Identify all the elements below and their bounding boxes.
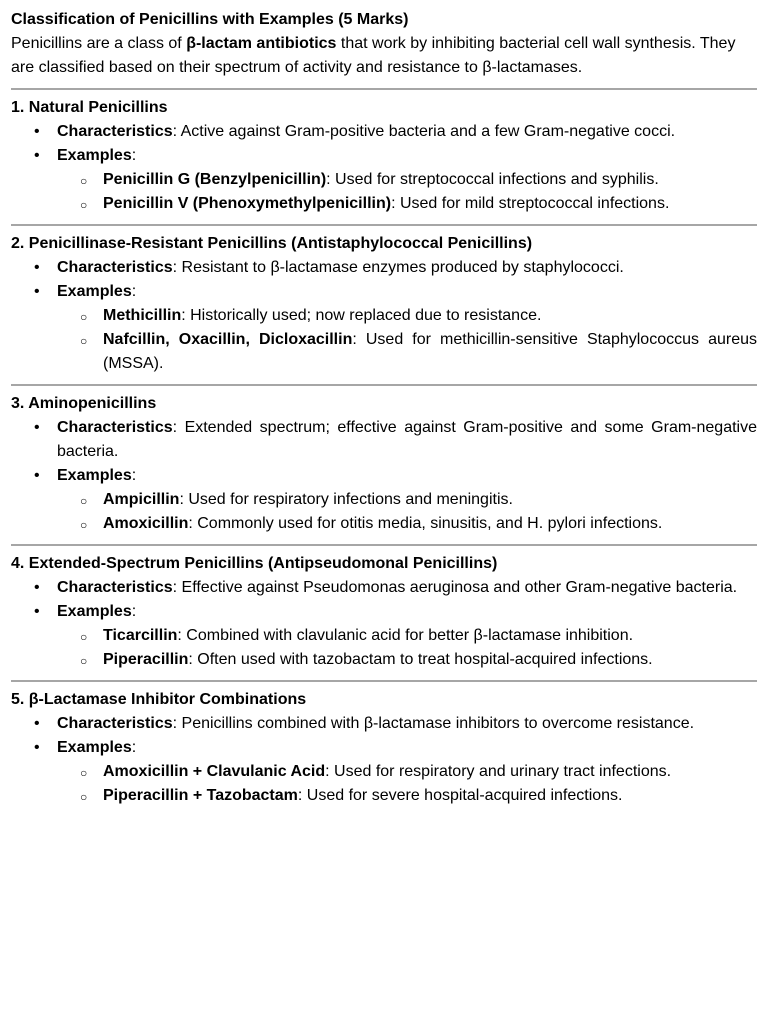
intro-bold-term: β-lactam antibiotics [186, 35, 337, 52]
examples-colon: : [131, 147, 137, 164]
examples-label: Examples [57, 603, 132, 620]
example-item [80, 328, 758, 376]
circle-bullet-icon: ○ [80, 790, 88, 804]
examples-list [57, 760, 757, 808]
characteristics-label: Characteristics [57, 715, 173, 732]
circle-bullet-icon: ○ [80, 198, 88, 212]
bullet-icon: • [34, 147, 40, 164]
examples-list [57, 304, 757, 376]
example-name: Methicillin [103, 307, 182, 324]
example-name: Nafcillin, Oxacillin, Dicloxacillin [103, 331, 353, 348]
example-item [80, 304, 757, 328]
circle-bullet-icon: ○ [80, 494, 88, 508]
examples-list [57, 168, 757, 216]
bullet-icon: • [34, 739, 40, 756]
characteristics-label: Characteristics [57, 123, 173, 140]
document-title: Classification of Penicillins with Examples (5 Marks) [11, 11, 409, 28]
example-text: : Commonly used for otitis media, sinusitis, and H. pylori infections. [188, 515, 663, 532]
example-name: Penicillin V (Phenoxymethylpenicillin) [103, 195, 392, 212]
section-heading: 4. Extended-Spectrum Penicillins (Antipseudomonal Penicillins) [11, 555, 498, 572]
bullet-icon: • [34, 259, 40, 276]
example-item [80, 168, 757, 192]
examples-item [34, 464, 757, 536]
bullet-icon: • [34, 467, 40, 484]
characteristics-item [34, 712, 757, 736]
section-heading: 5. β-Lactamase Inhibitor Combinations [11, 691, 307, 708]
section-divider [11, 88, 757, 90]
circle-bullet-icon: ○ [80, 310, 88, 324]
circle-bullet-icon: ○ [80, 630, 88, 644]
bullet-icon: • [34, 603, 40, 620]
bullet-icon: • [34, 579, 40, 596]
example-item [80, 512, 757, 536]
example-name: Piperacillin + Tazobactam [103, 787, 298, 804]
section-list [11, 712, 757, 808]
section-list [11, 576, 757, 672]
section-list [11, 416, 757, 536]
section-divider [11, 384, 757, 386]
bullet-icon: • [34, 283, 40, 300]
example-text: : Historically used; now replaced due to resistance. [181, 307, 542, 324]
examples-colon: : [131, 739, 137, 756]
examples-colon: : [131, 467, 137, 484]
examples-list [57, 624, 757, 672]
examples-colon: : [131, 283, 137, 300]
section-list [11, 120, 757, 216]
characteristics-item [34, 256, 757, 280]
section-heading: 1. Natural Penicillins [11, 99, 168, 116]
section-divider [11, 544, 757, 546]
intro-paragraph [11, 32, 757, 80]
characteristics-item [34, 416, 757, 464]
characteristics-item [34, 120, 757, 144]
section-divider [11, 680, 757, 682]
bullet-icon: • [34, 419, 40, 436]
example-text: : Used for respiratory infections and meningitis. [179, 491, 513, 508]
characteristics-text: : Active against Gram-positive bacteria and a few Gram-negative cocci. [172, 123, 676, 140]
circle-bullet-icon: ○ [80, 518, 88, 532]
example-text: : Used for methicillin-sensitive Staphylococcus aureus (MSSA). [103, 331, 758, 372]
example-item [80, 488, 757, 512]
example-name: Ampicillin [103, 491, 180, 508]
section-list [11, 256, 757, 376]
bullet-icon: • [34, 715, 40, 732]
examples-label: Examples [57, 739, 132, 756]
characteristics-text: : Penicillins combined with β-lactamase inhibitors to overcome resistance. [172, 715, 695, 732]
examples-item [34, 736, 757, 808]
examples-item [34, 600, 757, 672]
examples-label: Examples [57, 467, 132, 484]
example-name: Amoxicillin + Clavulanic Acid [103, 763, 326, 780]
examples-label: Examples [57, 283, 132, 300]
section-heading: 2. Penicillinase-Resistant Penicillins (Antistaphylococcal Penicillins) [11, 235, 533, 252]
characteristics-text: : Effective against Pseudomonas aeruginosa and other Gram-negative bacteria. [172, 579, 738, 596]
example-text: : Used for mild streptococcal infections. [391, 195, 670, 212]
example-item [80, 192, 757, 216]
circle-bullet-icon: ○ [80, 654, 88, 668]
example-text: : Combined with clavulanic acid for better β-lactamase inhibition. [177, 627, 634, 644]
example-item [80, 784, 757, 808]
circle-bullet-icon: ○ [80, 766, 88, 780]
examples-label: Examples [57, 147, 132, 164]
example-text: : Used for streptococcal infections and syphilis. [326, 171, 659, 188]
section-heading: 3. Aminopenicillins [11, 395, 157, 412]
example-item [80, 760, 757, 784]
examples-item [34, 144, 757, 216]
example-item [80, 648, 757, 672]
examples-list [57, 488, 757, 536]
characteristics-text: : Extended spectrum; effective against Gram-positive and some Gram-negative bacteria. [57, 419, 757, 460]
bullet-icon: • [34, 123, 40, 140]
circle-bullet-icon: ○ [80, 174, 88, 188]
example-text: : Often used with tazobactam to treat hospital-acquired infections. [188, 651, 653, 668]
examples-colon: : [131, 603, 137, 620]
intro-text-end: that work by inhibiting bacterial cell wall synthesis. They are classified based on their spectrum of activity and resistance to β-lactamases. [11, 35, 736, 76]
characteristics-label: Characteristics [57, 259, 173, 276]
example-name: Ticarcillin [103, 627, 178, 644]
characteristics-item [34, 576, 757, 600]
section-divider [11, 224, 757, 226]
example-text: : Used for severe hospital-acquired infections. [297, 787, 623, 804]
intro-text-start: Penicillins are a class of [11, 35, 187, 52]
circle-bullet-icon: ○ [80, 334, 88, 348]
example-name: Piperacillin [103, 651, 189, 668]
example-name: Penicillin G (Benzylpenicillin) [103, 171, 327, 188]
example-item [80, 624, 757, 648]
characteristics-text: : Resistant to β-lactamase enzymes produced by staphylococci. [172, 259, 624, 276]
example-text: : Used for respiratory and urinary tract infections. [325, 763, 672, 780]
characteristics-label: Characteristics [57, 419, 173, 436]
characteristics-label: Characteristics [57, 579, 173, 596]
examples-item [34, 280, 758, 376]
example-name: Amoxicillin [103, 515, 189, 532]
